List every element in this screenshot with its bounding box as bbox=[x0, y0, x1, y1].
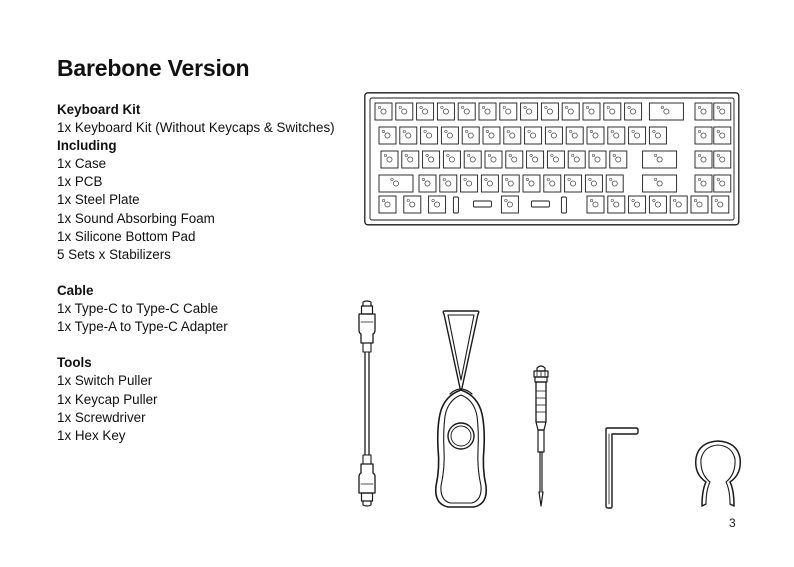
switch-cutout bbox=[695, 151, 712, 168]
page-number: 3 bbox=[729, 516, 736, 530]
switch-socket bbox=[470, 157, 475, 162]
switch-pin bbox=[569, 130, 572, 133]
switch-pin bbox=[590, 130, 593, 133]
switch-socket bbox=[568, 109, 573, 114]
switch-cutout bbox=[670, 196, 687, 213]
switch-socket bbox=[550, 181, 555, 186]
switch-socket bbox=[657, 157, 662, 162]
switch-cutout bbox=[604, 103, 621, 120]
switch-socket bbox=[631, 109, 636, 114]
switch-socket bbox=[435, 202, 440, 207]
switch-socket bbox=[572, 133, 577, 138]
switch-socket bbox=[533, 157, 538, 162]
switch-cutout bbox=[381, 151, 398, 168]
switch-cutout bbox=[429, 196, 446, 213]
switch-socket bbox=[589, 109, 594, 114]
switch-pin bbox=[526, 178, 529, 181]
switch-cutout bbox=[649, 127, 666, 144]
switch-cutout bbox=[629, 196, 646, 213]
switch-socket bbox=[531, 133, 536, 138]
switch-pin bbox=[698, 106, 701, 109]
switch-cutout bbox=[523, 175, 540, 192]
switch-pin bbox=[505, 178, 508, 181]
switch-cutout bbox=[481, 175, 498, 192]
list-item: 1x Hex Key bbox=[57, 427, 126, 443]
switch-pin bbox=[461, 106, 464, 109]
switch-pin bbox=[568, 178, 571, 181]
section-heading-tools: Tools bbox=[57, 355, 92, 371]
contents-list bbox=[57, 101, 335, 445]
switch-socket bbox=[423, 109, 428, 114]
switch-socket bbox=[635, 202, 640, 207]
switch-socket bbox=[510, 133, 515, 138]
switch-cutout bbox=[568, 151, 585, 168]
switch-cutout bbox=[483, 127, 500, 144]
switch-pin bbox=[632, 130, 635, 133]
screwdriver-icon bbox=[526, 364, 556, 510]
list-item: 5 Sets x Stabilizers bbox=[57, 246, 171, 262]
switch-socket bbox=[402, 109, 407, 114]
switch-cutout bbox=[695, 175, 712, 192]
switch-socket bbox=[489, 133, 494, 138]
switch-cutout bbox=[525, 127, 542, 144]
switch-cutout bbox=[421, 127, 438, 144]
switch-socket bbox=[612, 181, 617, 186]
switch-pin bbox=[382, 130, 385, 133]
switch-cutout bbox=[502, 175, 519, 192]
spacebar-stabilizer-slot bbox=[453, 197, 458, 213]
switch-pin bbox=[399, 106, 402, 109]
switch-socket bbox=[593, 202, 598, 207]
switch-socket bbox=[468, 133, 473, 138]
switch-socket bbox=[571, 181, 576, 186]
stabilizer-cutout bbox=[649, 103, 683, 120]
switch-cutout bbox=[691, 196, 708, 213]
switch-pin bbox=[717, 106, 720, 109]
switch-socket bbox=[720, 181, 725, 186]
switch-socket bbox=[529, 181, 534, 186]
switch-cutout bbox=[419, 175, 436, 192]
switch-pin bbox=[654, 154, 657, 157]
switch-cutout bbox=[625, 103, 642, 120]
switch-socket bbox=[614, 202, 619, 207]
switch-cutout bbox=[562, 103, 579, 120]
list-item: 1x Keycap Puller bbox=[57, 391, 158, 407]
list-item: 1x Silicone Bottom Pad bbox=[57, 228, 196, 244]
switch-cutout bbox=[695, 127, 712, 144]
switch-pin bbox=[545, 106, 548, 109]
switch-pin bbox=[528, 130, 531, 133]
switch-cutout bbox=[714, 175, 731, 192]
switch-pin bbox=[717, 178, 720, 181]
switch-cutout bbox=[458, 103, 475, 120]
switch-socket bbox=[425, 181, 430, 186]
switch-socket bbox=[593, 133, 598, 138]
switch-socket bbox=[527, 109, 532, 114]
switch-socket bbox=[393, 181, 398, 186]
switch-cutout bbox=[500, 103, 517, 120]
switch-pin bbox=[549, 130, 552, 133]
switch-socket bbox=[381, 109, 386, 114]
switch-cutout bbox=[565, 175, 582, 192]
switch-socket bbox=[443, 109, 448, 114]
switch-socket bbox=[610, 109, 615, 114]
switch-cutout bbox=[404, 196, 421, 213]
list-item: 1x Screwdriver bbox=[57, 409, 146, 425]
switch-pin bbox=[407, 199, 410, 202]
switch-cutout bbox=[375, 103, 392, 120]
switch-pin bbox=[609, 178, 612, 181]
switch-pin bbox=[654, 178, 657, 181]
switch-cutout bbox=[417, 103, 434, 120]
switch-pin bbox=[426, 154, 429, 157]
switch-pin bbox=[485, 178, 488, 181]
switch-pin bbox=[445, 130, 448, 133]
switch-pin bbox=[611, 199, 614, 202]
switch-cutout bbox=[587, 196, 604, 213]
switch-pin bbox=[698, 154, 701, 157]
switch-pin bbox=[715, 199, 718, 202]
switch-cutout bbox=[587, 127, 604, 144]
switch-socket bbox=[508, 181, 513, 186]
switch-cutout bbox=[585, 175, 602, 192]
stabilizer-cutout bbox=[643, 175, 677, 192]
switch-cutout bbox=[712, 196, 729, 213]
switch-cutout bbox=[423, 151, 440, 168]
switch-pin bbox=[607, 106, 610, 109]
switch-socket bbox=[447, 133, 452, 138]
switch-socket bbox=[595, 157, 600, 162]
switch-socket bbox=[718, 202, 723, 207]
switch-socket bbox=[701, 157, 706, 162]
section-heading-keyboard-kit: Keyboard Kit bbox=[57, 102, 141, 117]
switch-socket bbox=[491, 157, 496, 162]
switch-pin bbox=[589, 178, 592, 181]
switch-socket bbox=[720, 109, 725, 114]
switch-socket bbox=[616, 157, 621, 162]
switch-pin bbox=[611, 130, 614, 133]
switch-pin bbox=[632, 199, 635, 202]
switch-socket bbox=[551, 133, 556, 138]
switch-cutout bbox=[506, 151, 523, 168]
switch-cutout bbox=[629, 127, 646, 144]
switch-puller-icon bbox=[690, 438, 746, 510]
switch-cutout bbox=[379, 127, 396, 144]
switch-cutout bbox=[714, 103, 731, 120]
switch-socket bbox=[387, 157, 392, 162]
switch-cutout bbox=[501, 196, 518, 213]
switch-cutout bbox=[464, 151, 481, 168]
switch-cutout bbox=[589, 151, 606, 168]
switch-socket bbox=[664, 109, 669, 114]
switch-pin bbox=[505, 199, 508, 202]
switch-socket bbox=[655, 133, 660, 138]
switch-cutout bbox=[566, 127, 583, 144]
switch-pin bbox=[717, 154, 720, 157]
switch-socket bbox=[427, 133, 432, 138]
switch-pin bbox=[571, 154, 574, 157]
switch-socket bbox=[657, 181, 662, 186]
switch-pin bbox=[547, 178, 550, 181]
switch-pin bbox=[661, 106, 664, 109]
stabilizer-cutout bbox=[379, 175, 413, 192]
switch-pin bbox=[698, 130, 701, 133]
switch-pin bbox=[488, 154, 491, 157]
switch-pin bbox=[628, 106, 631, 109]
switch-pin bbox=[447, 154, 450, 157]
switch-pin bbox=[717, 130, 720, 133]
switch-socket bbox=[701, 133, 706, 138]
spacebar-stabilizer-slot bbox=[531, 201, 549, 207]
switch-socket bbox=[506, 109, 511, 114]
switch-cutout bbox=[400, 127, 417, 144]
list-item: 1x Case bbox=[57, 156, 107, 172]
switch-socket bbox=[487, 181, 492, 186]
switch-socket bbox=[720, 133, 725, 138]
switch-socket bbox=[410, 202, 415, 207]
switch-socket bbox=[697, 202, 702, 207]
switch-socket bbox=[574, 157, 579, 162]
switch-pin bbox=[464, 178, 467, 181]
list-item: 1x Sound Absorbing Foam bbox=[57, 210, 215, 226]
switch-pin bbox=[694, 199, 697, 202]
switch-pin bbox=[653, 130, 656, 133]
switch-pin bbox=[673, 199, 676, 202]
switch-socket bbox=[614, 133, 619, 138]
list-item: 1x Type-C to Type-C Cable bbox=[57, 301, 219, 317]
switch-pin bbox=[405, 154, 408, 157]
switch-cutout bbox=[608, 127, 625, 144]
switch-cutout bbox=[462, 127, 479, 144]
switch-pin bbox=[441, 106, 444, 109]
switch-cutout bbox=[379, 196, 396, 213]
spacebar-stabilizer-slot bbox=[473, 201, 491, 207]
switch-cutout bbox=[544, 175, 561, 192]
section-heading-cable: Cable bbox=[57, 282, 94, 298]
switch-cutout bbox=[437, 103, 454, 120]
switch-socket bbox=[485, 109, 490, 114]
switch-pin bbox=[586, 106, 589, 109]
switch-cutout bbox=[610, 151, 627, 168]
switch-socket bbox=[406, 133, 411, 138]
switch-pin bbox=[486, 130, 489, 133]
switch-pin bbox=[424, 130, 427, 133]
switch-cutout bbox=[440, 175, 457, 192]
switch-pin bbox=[382, 199, 385, 202]
switch-cutout bbox=[521, 103, 538, 120]
switch-cutout bbox=[541, 103, 558, 120]
switch-socket bbox=[720, 157, 725, 162]
switch-pin bbox=[565, 106, 568, 109]
page-title: Barebone Version bbox=[57, 55, 250, 81]
switch-pin bbox=[503, 106, 506, 109]
switch-pin bbox=[613, 154, 616, 157]
keyboard-plate-icon bbox=[364, 92, 740, 226]
switch-socket bbox=[676, 202, 681, 207]
switch-socket bbox=[467, 181, 472, 186]
list-item: 1x Keyboard Kit (Without Keycaps & Switches) bbox=[57, 120, 335, 136]
switch-pin bbox=[422, 178, 425, 181]
section-spacer bbox=[57, 336, 335, 354]
switch-cutout bbox=[608, 196, 625, 213]
switch-socket bbox=[553, 157, 558, 162]
usb-c-cable-icon bbox=[352, 300, 382, 510]
switch-pin bbox=[507, 130, 510, 133]
switch-pin bbox=[551, 154, 554, 157]
switch-cutout bbox=[545, 127, 562, 144]
hex-key-icon bbox=[600, 424, 644, 510]
switch-socket bbox=[512, 157, 517, 162]
switch-socket bbox=[701, 181, 706, 186]
switch-cutout bbox=[396, 103, 413, 120]
switch-cutout bbox=[527, 151, 544, 168]
switch-pin bbox=[467, 154, 470, 157]
switch-socket bbox=[408, 157, 413, 162]
switch-cutout bbox=[714, 151, 731, 168]
switch-socket bbox=[446, 181, 451, 186]
switch-pin bbox=[465, 130, 468, 133]
switch-socket bbox=[507, 202, 512, 207]
switch-socket bbox=[655, 202, 660, 207]
switch-pin bbox=[420, 106, 423, 109]
switch-pin bbox=[590, 199, 593, 202]
switch-socket bbox=[591, 181, 596, 186]
stabilizer-cutout bbox=[643, 151, 677, 168]
switch-cutout bbox=[606, 175, 623, 192]
list-item: 1x Steel Plate bbox=[57, 192, 140, 208]
switch-pin bbox=[432, 199, 435, 202]
switch-cutout bbox=[714, 127, 731, 144]
switch-pin bbox=[384, 154, 387, 157]
switch-pin bbox=[443, 178, 446, 181]
keycap-puller-icon bbox=[428, 308, 494, 510]
switch-cutout bbox=[583, 103, 600, 120]
switch-cutout bbox=[441, 127, 458, 144]
list-item: 1x PCB bbox=[57, 174, 103, 190]
switch-socket bbox=[449, 157, 454, 162]
switch-pin bbox=[698, 178, 701, 181]
section-heading-including: Including bbox=[57, 138, 117, 154]
switch-cutout bbox=[461, 175, 478, 192]
switch-socket bbox=[385, 202, 390, 207]
switch-cutout bbox=[504, 127, 521, 144]
switch-cutout bbox=[649, 196, 666, 213]
list-item: 1x Switch Puller bbox=[57, 373, 153, 389]
spacebar-stabilizer-slot bbox=[561, 197, 566, 213]
section-spacer bbox=[57, 264, 335, 282]
switch-pin bbox=[592, 154, 595, 157]
switch-pin bbox=[482, 106, 485, 109]
switch-pin bbox=[530, 154, 533, 157]
switch-socket bbox=[429, 157, 434, 162]
switch-cutout bbox=[443, 151, 460, 168]
switch-cutout bbox=[485, 151, 502, 168]
switch-socket bbox=[464, 109, 469, 114]
switch-cutout bbox=[695, 103, 712, 120]
switch-pin bbox=[653, 199, 656, 202]
switch-cutout bbox=[547, 151, 564, 168]
switch-pin bbox=[378, 106, 381, 109]
switch-pin bbox=[509, 154, 512, 157]
switch-socket bbox=[385, 133, 390, 138]
switch-pin bbox=[403, 130, 406, 133]
switch-cutout bbox=[479, 103, 496, 120]
switch-socket bbox=[701, 109, 706, 114]
list-item: 1x Type-A to Type-C Adapter bbox=[57, 319, 228, 335]
switch-pin bbox=[524, 106, 527, 109]
switch-socket bbox=[547, 109, 552, 114]
switch-cutout bbox=[402, 151, 419, 168]
switch-socket bbox=[635, 133, 640, 138]
switch-pin bbox=[391, 178, 394, 181]
